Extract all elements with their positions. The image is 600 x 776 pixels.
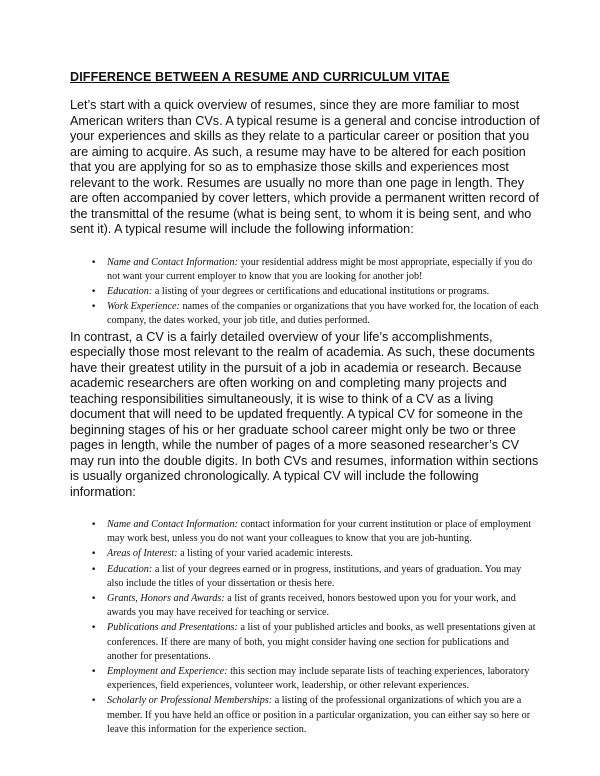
list-item: • Name and Contact Information: your residential address might be most appropriate, especially if you do not want your current employer to know that you are looking for another job! [91,256,533,282]
list-item: • Name and Contact Information: contact information for your current institution or place of employment may work best, unless you do not want your colleagues to know that you are job-hunting. [91,519,532,545]
resume-info-list [70,256,540,329]
page-title: DIFFERENCE BETWEEN A RESUME AND CURRICULUM VITAE [70,70,450,84]
bullet-icon: • [91,549,97,560]
bullet-icon: • [91,520,97,531]
bullet-icon: • [91,594,97,605]
list-item: • Publications and Presentations: a list of your published articles and books, as well presentations given at conferences. If there are many of both, you might consider having one section for publications and another for presentations. [91,622,536,662]
bullet-icon: • [91,623,97,634]
list-item: • Education: a list of your degrees earned or in progress, institutions, and years of graduation. You may also include the titles of your dissertation or thesis here. [91,563,522,589]
list-item: • Education: a listing of your degrees or certifications and educational institutions or programs. [107,285,540,299]
list-item: • Areas of Interest: a listing of your varied academic interests. [107,547,540,561]
bullet-icon: • [91,286,97,297]
list-item: • Grants, Honors and Awards: a list of grants received, honors bestowed upon you for your work, and awards you may have received for teaching or service. [91,593,516,619]
list-item: • Work Experience: names of the companies or organizations that you have worked for, the location of each company, the dates worked, your job title, and duties performed. [91,301,539,327]
bullet-icon: • [91,302,97,313]
cv-paragraph: In contrast, a CV is a fairly detailed overview of your life’s accomplishments, especially those most relevant to the realm of academia. As such, these documents have their greatest utility in the pursuit of a job in academia or research. Because academic researchers are often working on and completing many projects and teaching responsibilities simultaneously, it is wise to think of a CV as a living document that will need to be updated frequently. A typical CV for someone in the beginning stages of his or her graduate school career might only be two or three pages in length, while the number of pages of a more seasoned researcher’s CV may run into the double digits. In both CVs and resumes, information within sections is usually organized chronologically. A typical CV will include the following information: [70,329,539,499]
bullet-icon: • [91,257,97,268]
cv-info-list [70,518,540,737]
bullet-icon: • [91,696,97,707]
list-item: • Scholarly or Professional Memberships: a listing of the professional organizations of which you are a member. If you have held an office or position in a particular organization, you can either say so here or leave this information for the experience section. [91,695,531,735]
bullet-icon: • [91,564,97,575]
bullet-icon: • [91,667,97,678]
resume-paragraph: Let’s start with a quick overview of resumes, since they are more familiar to most American writers than CVs. A typical resume is a general and concise introduction of your experiences and skills as they relate to a particular career or position that you are aiming to acquire. As such, a resume may have to be altered for each position that you are applying for so as to emphasize those skills and experiences most relevant to the work. Resumes are usually no more than one page in length. They are often accompanied by cover letters, which provide a permanent written record of the transmittal of the resume (what is being sent, to whom it is being sent, and who sent it). A typical resume will include the following information: [70,98,540,236]
list-item: • Employment and Experience: this section may include separate lists of teaching experiences, laboratory experiences, field experiences, volunteer work, leadership, or other relevant experiences. [91,666,530,692]
